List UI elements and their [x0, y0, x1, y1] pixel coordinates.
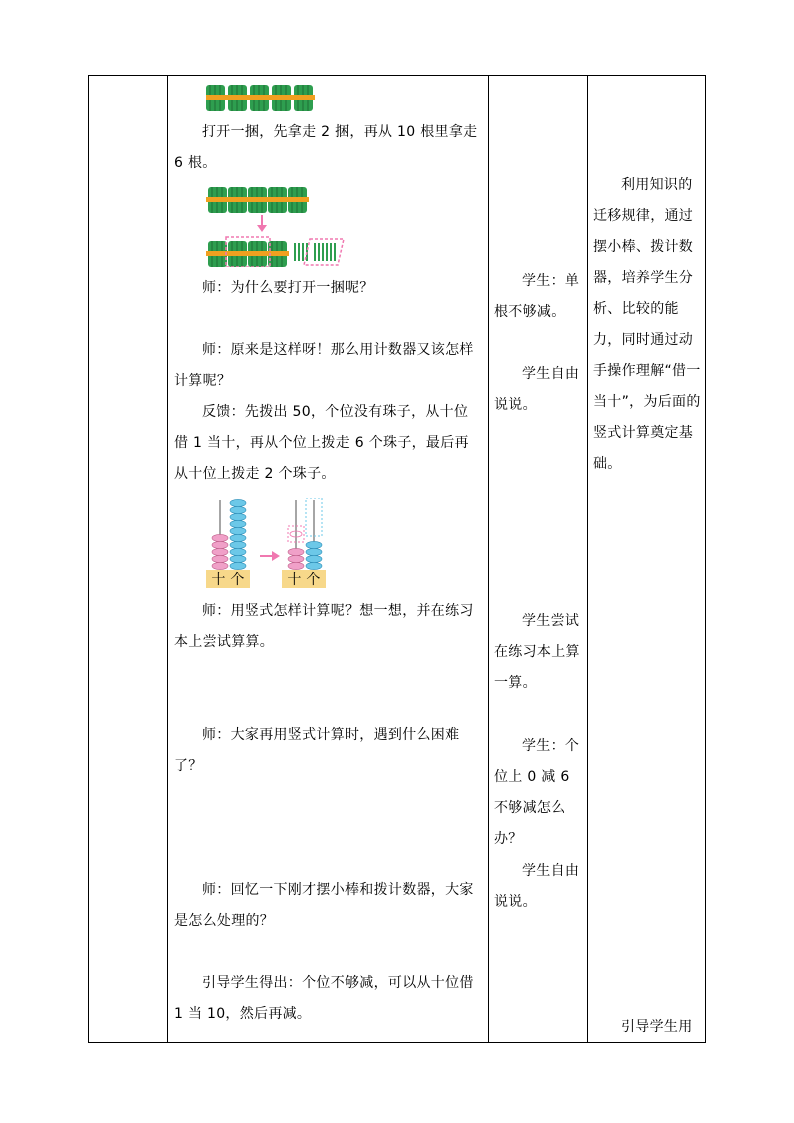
guide-text: 引导学生得出：个位不够减，可以从十位借 1 当 10，然后再减。 — [174, 975, 474, 1022]
lesson-table — [88, 75, 706, 1043]
col-border-3 — [587, 75, 588, 1043]
design-intent-1: 利用知识的迁移规律，通过摆小棒、拨计数器，培养学生分析、比较的能力，同时通过动手操作理解“借一当十”，为后面的竖式计算奠定基础。 — [593, 177, 701, 472]
para-open-bundle: 打开一捆，先拿走 2 捆，再从 10 根里拿走 6 根。 — [174, 124, 478, 171]
table-right-border — [705, 75, 706, 1043]
feedback-text: 反馈：先拨出 50，个位没有珠子，从十位借 1 当十，再从个位上拨走 6 个珠子，最后再从十位上拨走 2 个珠子。 — [174, 404, 469, 482]
col-border-1 — [167, 75, 168, 1043]
student-response-5: 学生自由说说。 — [494, 863, 580, 910]
abacus-figure — [206, 498, 356, 590]
teacher-question-3: 师：用竖式怎样计算呢？想一想，并在练习本上尝试算算。 — [174, 603, 474, 650]
bundles-figure — [206, 75, 336, 117]
abacus-right-label: 十 个 — [287, 572, 321, 588]
intent-column — [593, 75, 701, 1043]
design-intent-2: 引导学生用 — [621, 1019, 693, 1035]
abacus-left-label: 十 个 — [211, 572, 245, 588]
teacher-question-2: 师：原来是这样呀！那么用计数器又该怎样计算呢？ — [174, 342, 474, 389]
student-response-4: 学生：个位上 0 减 6 不够减怎么办？ — [494, 738, 580, 847]
student-response-3: 学生尝试在练习本上算一算。 — [494, 613, 580, 691]
bundles-split-figure — [206, 181, 356, 267]
teacher-question-5: 师：回忆一下刚才摆小棒和拨计数器，大家是怎么处理的？ — [174, 882, 474, 929]
student-response-1: 学生：单根不够减。 — [494, 273, 580, 320]
student-column — [494, 75, 582, 1043]
teacher-question-4: 师：大家再用竖式计算时，遇到什么困难了？ — [174, 727, 460, 774]
student-response-2: 学生自由说说。 — [494, 366, 580, 413]
col-border-left — [88, 75, 89, 1043]
teacher-question-1: 师：为什么要打开一捆呢？ — [202, 280, 374, 296]
content-column — [174, 75, 482, 1030]
col-border-2 — [488, 75, 489, 1043]
